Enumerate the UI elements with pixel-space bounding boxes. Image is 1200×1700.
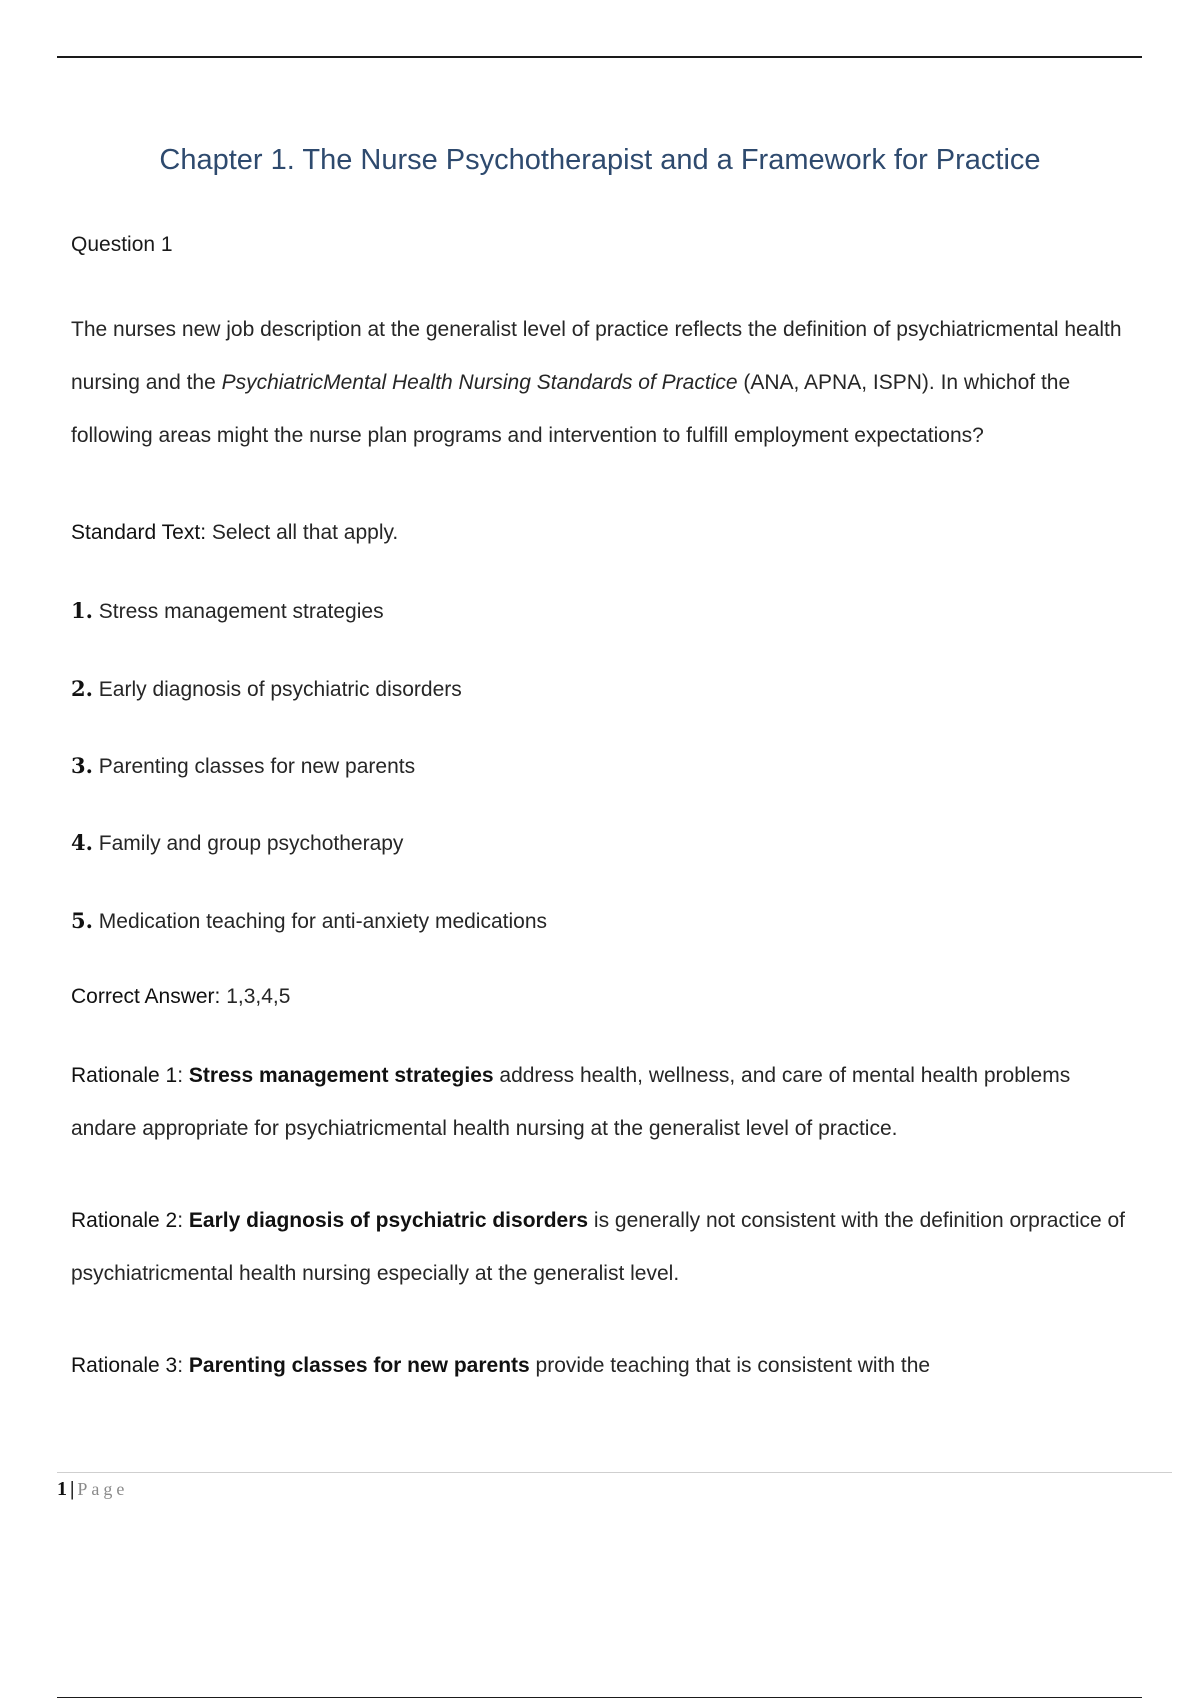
page-separator: | bbox=[70, 1478, 75, 1500]
page-footer bbox=[57, 1478, 128, 1501]
top-rule bbox=[57, 56, 1142, 58]
question-label: Question 1 bbox=[71, 233, 173, 256]
standard-text-value: Select all that apply. bbox=[206, 521, 399, 544]
option-item bbox=[71, 598, 1141, 624]
option-item bbox=[71, 908, 1141, 934]
option-item bbox=[71, 676, 1141, 702]
footer-divider bbox=[57, 1472, 1172, 1473]
stem-italic-title: PsychiatricMental Health Nursing Standards of Practice bbox=[221, 371, 738, 394]
rationale-label: Rationale 2 bbox=[71, 1209, 178, 1232]
option-item bbox=[71, 753, 1141, 779]
stem-text-part2: (ANA, APNA, ISPN). In whichof the following areas might the nurse plan programs and intervention to fulfill employment expectations? bbox=[71, 371, 1071, 447]
option-number: 1. bbox=[71, 598, 93, 623]
page-title: Chapter 1. The Nurse Psychotherapist and a Framework for Practice bbox=[159, 144, 1041, 176]
rationale-text: is generally not consistent with the definition orpractice of psychiatricmental health nursing especially at the generalist level. bbox=[71, 1209, 1126, 1285]
option-text: Parenting classes for new parents bbox=[92, 755, 416, 778]
rationale-colon: : bbox=[177, 1064, 189, 1087]
bottom-rule bbox=[57, 1697, 1142, 1698]
correct-answer-value: 1,3,4,5 bbox=[220, 985, 291, 1008]
option-number: 4. bbox=[71, 830, 93, 855]
option-number: 5. bbox=[71, 908, 93, 933]
rationale-label: Rationale 1 bbox=[71, 1064, 178, 1087]
rationale-2 bbox=[71, 1194, 1141, 1300]
rationale-text: address health, wellness, and care of mental health problems andare appropriate for psychiatricmental health nursing at the generalist level of practice. bbox=[71, 1064, 1071, 1140]
question-stem bbox=[71, 303, 1141, 462]
rationale-colon: : bbox=[177, 1209, 189, 1232]
correct-answer bbox=[71, 985, 1141, 1009]
correct-answer-label: Correct Answer: bbox=[71, 985, 221, 1008]
standard-text bbox=[71, 521, 1141, 545]
option-number: 3. bbox=[71, 753, 93, 778]
page-word: Page bbox=[77, 1479, 129, 1499]
page-number: 1 bbox=[57, 1478, 67, 1500]
option-text: Stress management strategies bbox=[92, 600, 384, 623]
rationale-3 bbox=[71, 1339, 1141, 1392]
rationale-colon: : bbox=[177, 1354, 189, 1377]
rationale-label: Rationale 3 bbox=[71, 1354, 178, 1377]
rationale-keyword: Stress management strategies bbox=[188, 1064, 494, 1087]
option-text: Family and group psychotherapy bbox=[92, 832, 404, 855]
rationale-text: provide teaching that is consistent with the bbox=[529, 1354, 931, 1377]
option-number: 2. bbox=[71, 676, 93, 701]
option-item bbox=[71, 830, 1141, 856]
standard-text-label: Standard Text: bbox=[71, 521, 207, 544]
stem-text-part1: The nurses new job description at the generalist level of practice reflects the definition of psychiatricmental health nursing and the bbox=[71, 318, 1122, 394]
option-text: Early diagnosis of psychiatric disorders bbox=[92, 678, 462, 701]
option-text: Medication teaching for anti-anxiety medications bbox=[92, 910, 548, 933]
rationale-keyword: Early diagnosis of psychiatric disorders bbox=[188, 1209, 589, 1232]
rationale-keyword: Parenting classes for new parents bbox=[188, 1354, 530, 1377]
rationale-1 bbox=[71, 1049, 1141, 1155]
